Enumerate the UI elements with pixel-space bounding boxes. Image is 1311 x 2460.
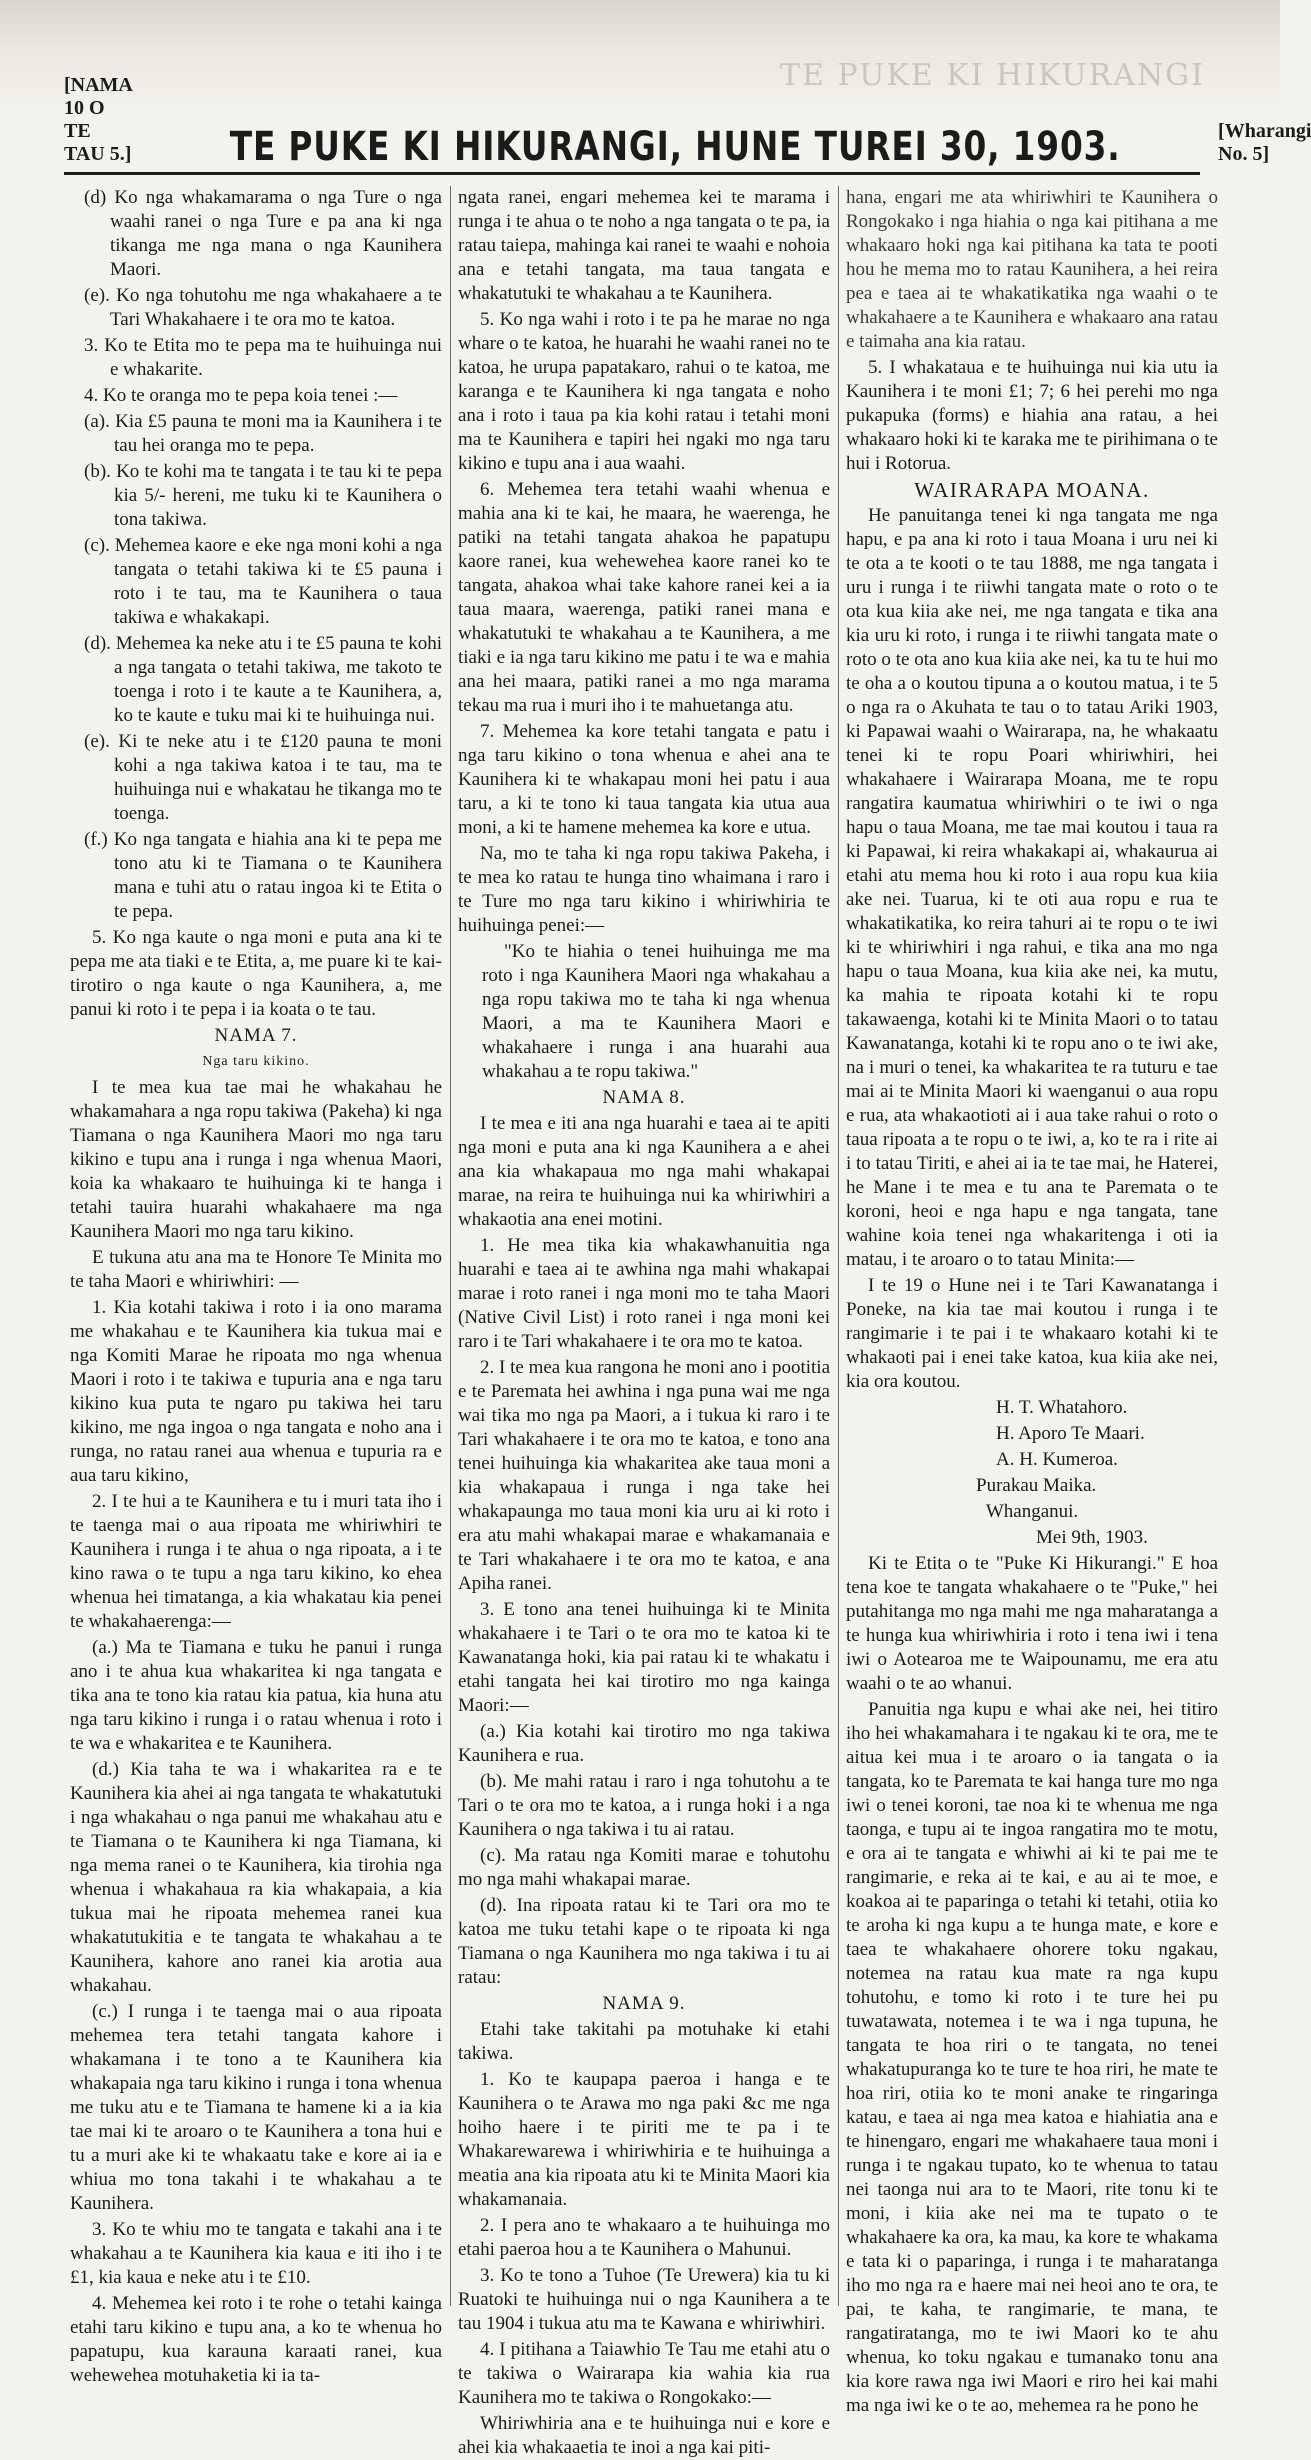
paragraph: I te mea kua tae mai he whakahau he whakamahara a nga ropu takiwa (Pakeha) ki nga Tiamana o nga Kaunihera Maori mo nga taru kikino e tupu ana i runga i nga whenua Maori, koia ka whakaaro te huihuinga ki te hanga i tetahi tauira huarahi whakahaere ma nga Kaunihera Maori mo nga taru kikino. — [70, 1077, 442, 1242]
paragraph: Panuitia nga kupu e whai ake nei, hei titiro iho hei whakamahara i te ngakau ki te ora, me te aitua kei mua i te aroaro o ia tangata o ia tangata, ko te Paremata te kai hanga ture mo nga iwi o tenei koroni, tae noa ki te whenua me nga taonga, e tupu ai te ingoa rangatira mo te motu, e ora ai te tangata e whiwhi ai ki te pai me te rangimarie, e reka ai te kai, e au ai te moe, e koakoa ai te paparinga o tetahi ki tetahi, otiia ko te aroha ki nga kupu a te hunga mate, e kore e taea te whakahaere ohorere toku ngakau, notemea na ratau kua mate ra nga kupu tohutohu, e tomo ki roto i te ture hei pu tuwatawata, notemea i te wa i nga tupuna, he tangata te hoa riri o te tangata, no tenei whakatupuranga ko te ture te hoa riri, he mate te hoa riri, otiia ko te moni anake te ringaringa katau, e taea ai nga mea katoa e hiahiatia ana e te hinengaro, engari me whakahaere taua moni i runga i te ngakau tupato, ko te whenua to tatau nei taonga nui ara to te Maori, rite tonu ki te moni, i kiia ake nei ma te tupato o te whakahaere ka ora, ka mau, ka kore te whakama e tata ki o paparinga, i runga i te maharatanga iho mo nga ra e haere mai nei heoi ano te ora, te pai, te kaha, te rangimarie, te mana, te rangatiratanga, mo te iwi Maori ko te ahu whenua, ko toku ngakau e tumanako tonu ana kia kore rawa nga iwi Maori e riro hei kai mahi ma nga iwi ke o te ao, mehemea ra he pono he — [846, 1699, 1218, 2416]
masthead — [64, 74, 1311, 170]
section-heading: NAMA 8. — [602, 1087, 686, 1108]
column-divider — [838, 186, 839, 2306]
paragraph: 5. Ko nga kaute o nga moni e puta ana ki te pepa me ata tiaki e te Etita, a, me puare ki te kai-tirotiro o nga kaute o nga Kaunihera, a, me panui ki roto i te pepa i ia koata o te tau. — [70, 927, 442, 1020]
paragraph: (e). Ko nga tohutohu me nga whakahaere a te Tari Whakahaere i te ora mo te katoa. — [84, 285, 442, 330]
paragraph: He panuitanga tenei ki nga tangata me nga hapu, e pa ana ki roto i taua Moana i uru nei ki te ota a te kooti o te tau 1888, me nga tangata i uru i runga i te riiwhi tangata mate o roto o te ota kua kiia ake nei, me nga tangata e tika ana kia uru ki roto, i runga i te riiwhi tangata mate o roto o te ota ano kua kiia ake nei, ka tu te hui mo te oha a o koutou tipuna a o koutou matua, i te 5 o nga ra o Akuhata te tau o to tatau Ariki 1903, ki Papawai waahi o Wairarapa, na, he whakaatu tenei ki te ropu Poari whiriwhiri, hei whakahaere i Wairarapa Moana, me te ropu rangatira kaumatua whiriwhiri o te iwi o nga hapu o taua Moana, me tae mai koutou i taua ra ki Papawai, ki reira whakakapi ai, whakaurua ai etahi atu mema hou ki roto i aua ropu kua kiia ake nei. Tuarua, ki te oti aua ropu e rua te whakatikatika, ko reira tahuri ai te ropu o te iwi ki te whiriwhiri i nga rahui, e tika ana mo nga hapu o taua Moana, kua kiia ake nei, ka mutu, ka mahia te ripoata kotahi ki te ropu takawaenga, kotahi ki te Minita Maori o to tatau Kawanatanga, kotahi ki te ropu ano o te iwi ake, na i muri o tenei, ka whakaritea te ra tuturu e tae mai ai te Minita Maori ki waenganui o aua ropu e rua, ata whakaotioti ai i aua take rahui o roto o taua ripoata a te ropu o te iwi, a, ko te ra i rite ai i to tatau Tiriti, e ahei ai ia te tae mai, he Haterei, he Mane i te mea e tu ana te Paremata o te koroni, heoi e nga hapu e nga tangata, tane wahine koia tenei nga whakaritenga i oti ia matau, i te aroaro o to tatau Minita:— — [846, 505, 1218, 1270]
issue-number: [NAMA 10 O TE TAU 5.] — [64, 74, 132, 165]
section-subheading: Nga taru kikino. — [202, 1054, 310, 1069]
paragraph: (f.) Ko nga tangata e hiahia ana ki te pepa me tono atu ki te Tiamana o te Kaunihera mana e tuhi atu o ratau ingoa ki te Etita o te pepa. — [84, 829, 442, 922]
column-3 — [846, 186, 1218, 2416]
paragraph: (a.) Ma te Tiamana e tuku he panui i runga ano i te ahua kua whakaritea ki nga tangata e tika ana te tono kia ratau kia patua, kia huna atu nga taru kikino i runga i o ratau whenua i roto i te wa e whakaritea e te Kaunihera. — [70, 1637, 442, 1754]
paragraph: Na, mo te taha ki nga ropu takiwa Pakeha, i te mea ko ratau te hunga tino whaimana i raro i te Ture mo nga taru kikino i whiriwhiria te huihuinga penei:— — [458, 843, 830, 936]
paragraph: 3. Ko te Etita mo te pepa ma te huihuinga nui e whakarite. — [84, 335, 442, 380]
paragraph: 4. I pitihana a Taiawhio Te Tau me etahi atu o te takiwa o Wairarapa kia wahia kia rua Kaunihera mo te takiwa o Rongokako:— — [458, 2339, 830, 2408]
signatory: H. T. Whatahoro. — [996, 1397, 1128, 1418]
paragraph: (d.) Kia taha te wa i whakaritea ra e te Kaunihera kia ahei ai nga tangata te whakatutuki i nga whakahau o nga panui me whakahau atu e te Tiamana o te Kaunihera ki nga Tiamana, ki nga mema ranei o te Kaunihera, kia tirohia nga whenua i whakahaua ra kia whakapaia, a kia tukua mai he ripoata mehemea ranei kua whakatutukitia e te tangata te whakahau a te Kaunihera, kahore ano ranei kia arotia aua whakahau. — [70, 1759, 442, 1996]
paragraph: 1. Ko te kaupapa paeroa i hanga e te Kaunihera o te Arawa mo nga paki &c me nga hoiho haere i te piriti me te pa i te Whakarewarewa i whiriwhiria e te huihuinga a meatia ana kia ripoata atu ki te Minita Maori kia whakamanaia. — [458, 2069, 830, 2210]
article-heading: WAIRARAPA MOANA. — [914, 478, 1150, 502]
paragraph: Whiriwhiria ana e te huihuinga nui e kore e ahei kia whakaaetia te inoi a nga kai piti- — [458, 2413, 830, 2458]
paragraph: (a.) Kia kotahi kai tirotiro mo nga takiwa Kaunihera e rua. — [458, 1721, 830, 1766]
paragraph: (c). Ma ratau nga Komiti marae e tohutohu mo nga mahi whakapai marae. — [458, 1845, 830, 1890]
paragraph: Etahi take takitahi pa motuhake ki etahi takiwa. — [458, 2019, 830, 2064]
paragraph: (c.) I runga i te taenga mai o aua ripoata mehemea tera tetahi tangata kahore i whakamana i te tono a te Kaunihera kia whakapaia nga taru kikino i runga i tona whenua me tuku atu e te Tiamana te hamene ki a ia kia tae mai ki te aroaro o te Kaunihera a tona hui e tu a muri ake ki te whakaatu take e kore ai ia e whiua mo tona takahi i te whakahau a te Kaunihera. — [70, 2001, 442, 2214]
paragraph: hana, engari me ata whiriwhiri te Kaunihera o Rongokako i nga hiahia o nga kai pitihana a me whakaaro hoki nga kai pitihana ka tata te pooti hou he mema mo to ratau Kaunihera, a hei reira pea e taea ai te whakatikatika nga waahi o te whakahaere a te Kaunihera e whakaaro ana ratau e taimaha ana kia ratau. — [846, 187, 1218, 352]
paragraph: E tukuna atu ana ma te Honore Te Minita mo te taha Maori e whiriwhiri: — — [70, 1247, 442, 1292]
paragraph: I te 19 o Hune nei i te Tari Kawanatanga i Poneke, na kia tae mai koutou i runga i te rangimarie i te pai i te whakaaro kotahi ki te whakaoti pai i enei take katoa, kua kiia ake nei, kia ora koutou. — [846, 1275, 1218, 1392]
signatory: H. Aporo Te Maari. — [996, 1423, 1145, 1444]
signatory: Purakau Maika. — [976, 1475, 1097, 1496]
column-2 — [458, 186, 830, 2458]
paragraph: 2. I pera ano te whakaaro a te huihuinga mo etahi paeroa hou a te Kaunihera o Mahunui. — [458, 2215, 830, 2260]
paragraph: 1. Kia kotahi takiwa i roto i ia ono marama me whakahau e te Kaunihera kia tukua mai e nga Komiti Marae he ripoata mo nga whenua Maori i roto i te takiwa e tupuria ana e nga taru kikino kua puta te ngaro pu takiwa hei taru kikino, me nga ingoa o nga tangata e noho ana i runga, no ratau ranei aua whenua e tupuria ra e aua taru kikino, — [70, 1297, 442, 1486]
page-number: [Wharangi No. 5] — [1218, 120, 1311, 165]
paragraph: 7. Mehemea ka kore tetahi tangata e patu i nga taru kikino o tona whenua e ahei ana te Kaunihera ki te whakapau moni hei patu i aua taru, a ki te tono ki taua tangata kia utua aua moni, a ki te hamene mehemea ka kore e utua. — [458, 721, 830, 838]
masthead-rule — [64, 172, 1200, 175]
paragraph: 5. Ko nga wahi i roto i te pa he marae no nga whare o te katoa, he huarahi he waahi ranei no te katoa, he urupa papatakaro, rahui o te katoa, me karanga e te Kaunihera ki nga tangata e noho ana i roto i taua pa kia kohi ratau i tetahi moni ma te Kaunihera e tapiri hei ngaki mo nga taru kikino e tupu ana i aua waahi. — [458, 309, 830, 474]
newspaper-title: TE PUKE KI HIKURANGI, HUNE TUREI 30, 1903. — [229, 124, 1121, 170]
section-heading: NAMA 7. — [214, 1025, 298, 1046]
paragraph: 6. Mehemea tera tetahi waahi whenua e mahia ana ki te kai, he maara, he waerenga, he patiki na tetahi tangata ahakoa he papatupu kaore ranei, kua wehewehea kaore ranei ko te tangata, ahakoa whai take kahore ranei kei a ia taua maara, waerenga, patiki ranei mana e whakatutuki te whakahau a te Kaunihera, a me tiaki e ia nga taru kikino me patu i te wa e mahia ana hei maara, patiki ranei a mo nga marama tekau ma rua i muri iho i te mahuetanga atu. — [458, 479, 830, 716]
quoted-resolution: "Ko te hiahia o tenei huihuinga me ma roto i nga Kaunihera Maori nga whakahau a nga ropu takiwa mo te taha ki nga whenua Maori, a ma te Kaunihera Maori e whakahaere i runga i ana huarahi aua whakahau a te ropu takiwa." — [482, 941, 830, 1082]
dateline-place: Whanganui. — [985, 1501, 1079, 1522]
paragraph: 3. E tono ana tenei huihuinga ki te Minita whakahaere i te Tari o te ora mo te katoa ki te Kawanatanga hoki, kia pai ratau ki te whakatu i etahi tangata hei kai tirotiro mo nga kainga Maori:— — [458, 1599, 830, 1716]
paragraph: 4. Mehemea kei roto i te rohe o tetahi kainga etahi taru kikino e tupu ana, a ko te whenua ho papatupu, kua karauna karaati ranei, kua wehewehea motuhaketia ki ia ta- — [70, 2293, 442, 2386]
paragraph: 1. He mea tika kia whakawhanuitia nga huarahi e taea ai te awhina nga mahi whakapai marae i roto ranei i nga moni mo te taha Maori (Native Civil List) i roto ranei i nga moni kei raro i te Tari whakahaere i te ora mo te katoa. — [458, 1235, 830, 1352]
paragraph: (c). Mehemea kaore e eke nga moni kohi a nga tangata o tetahi takiwa ki te £5 pauna i roto i te tau, ma te Kaunihera o taua takiwa e whakakapi. — [84, 535, 442, 628]
paragraph: (b). Me mahi ratau i raro i nga tohutohu a te Tari o te ora mo te katoa, a i runga hoki i a nga Kaunihera o nga takiwa i tu ai ratau. — [458, 1771, 830, 1840]
paragraph: 3. Ko te tono a Tuhoe (Te Urewera) kia tu ki Ruatoki te huihuinga nui o nga Kaunihera a te tau 1904 i tukua atu ma te Kawana e whiriwhiri. — [458, 2265, 830, 2334]
paragraph: Ki te Etita o te "Puke Ki Hikurangi." E hoa tena koe te tangata whakahaere o te "Puke," hei putahitanga mo nga mahi me nga maharatanga a te hunga kua whiriwhiria i roto i tena iwi i tena iwi o Aotearoa me te Waipounamu, me era atu waahi o te ao whanui. — [846, 1553, 1218, 1694]
paragraph: (e). Ki te neke atu i te £120 pauna te moni kohi a nga takiwa katoa i te tau, ma te huihuinga nui e whakatau he tikanga mo te toenga. — [84, 731, 442, 824]
paragraph: (d). Mehemea ka neke atu i te £5 pauna te kohi a nga tangata o tetahi takiwa, me takoto te toenga i roto i te kaute a te Kaunihera, a, ko te kaute e tuku mai ki te huihuinga nui. — [84, 633, 442, 726]
signatory: A. H. Kumeroa. — [996, 1449, 1118, 1470]
column-divider — [450, 186, 451, 2306]
paragraph: 3. Ko te whiu mo te tangata e takahi ana i te whakahau a te Kaunihera kia kaua e iti iho i te £1, kia kaua e neke atu i te £10. — [70, 2219, 442, 2288]
dateline-date: Mei 9th, 1903. — [1036, 1527, 1148, 1548]
paragraph: 2. I te hui a te Kaunihera e tu i muri tata iho i te taenga mai o aua ripoata me whiriwhiri te Kaunihera i runga i te ahua o nga ripoata, a i te kino rawa o te tupu a nga taru kikino, ko ehea whenua hei timatanga, a kia whakatau kia penei te whakahaerenga:— — [70, 1491, 442, 1632]
column-1 — [70, 186, 442, 2386]
paragraph: (a). Kia £5 pauna te moni ma ia Kaunihera i te tau hei oranga mo te pepa. — [84, 411, 442, 456]
paragraph: (d). Ina ripoata ratau ki te Tari ora mo te katoa me tuku tetahi kape o te ripoata ki nga Tiamana o nga Kaunihera mo nga takiwa i tu ai ratau: — [458, 1895, 830, 1988]
paragraph: (b). Ko te kohi ma te tangata i te tau ki te pepa kia 5/- hereni, me tuku ki te Kaunihera o tona takiwa. — [84, 461, 442, 530]
paragraph: 4. Ko te oranga mo te pepa koia tenei :— — [84, 385, 398, 406]
paragraph: I te mea e iti ana nga huarahi e taea ai te apiti nga moni e puta ana ki nga Kaunihera a e ahei ana kia whakapaua mo nga mahi whakapai marae, na reira te huihuinga nui ka whiriwhiri a whakaotia ana enei motini. — [458, 1113, 830, 1230]
bleed-through-text: TE PUKE KI HIKURANGI — [780, 58, 1205, 93]
paragraph: 2. I te mea kua rangona he moni ano i pootitia e te Paremata hei awhina i nga puna wai me nga wai tika mo nga pa Maori, a i tukua ki raro i te Tari whakahaere i te ora mo te katoa, e tono ana tenei huihuinga kia whakaritea ake taua moni a kia whakapaua i runga i nga take hei whakapaunga mo taua moni kia uru ai ki roto i era atu mahi whakapai marae e whakamanaia e te Tari whakahaere i te ora mo te katoa, e ana Apiha ranei. — [458, 1357, 830, 1594]
paragraph: ngata ranei, engari mehemea kei te marama i runga i te ahua o te noho a nga tangata o te pa, ia ratau taiepa, mahinga kai ranei te waahi e nohoia ana e tetahi tangata, ma taua tangata e whakatutuki te whakahau a te Kaunihera. — [458, 187, 830, 304]
paragraph: (d) Ko nga whakamarama o nga Ture o nga waahi ranei o nga Ture e pa ana ki nga tikanga me nga mana o nga Kaunihera Maori. — [84, 187, 442, 280]
section-heading: NAMA 9. — [602, 1993, 686, 2014]
paragraph: 5. I whakataua e te huihuinga nui kia utu ia Kaunihera i te moni £1; 7; 6 hei perehi mo nga pukapuka (forms) e hiahia ana ratau, a hei whakaaro hoki ki te karaka me te pirihimana o te hui i Rotorua. — [846, 357, 1218, 474]
